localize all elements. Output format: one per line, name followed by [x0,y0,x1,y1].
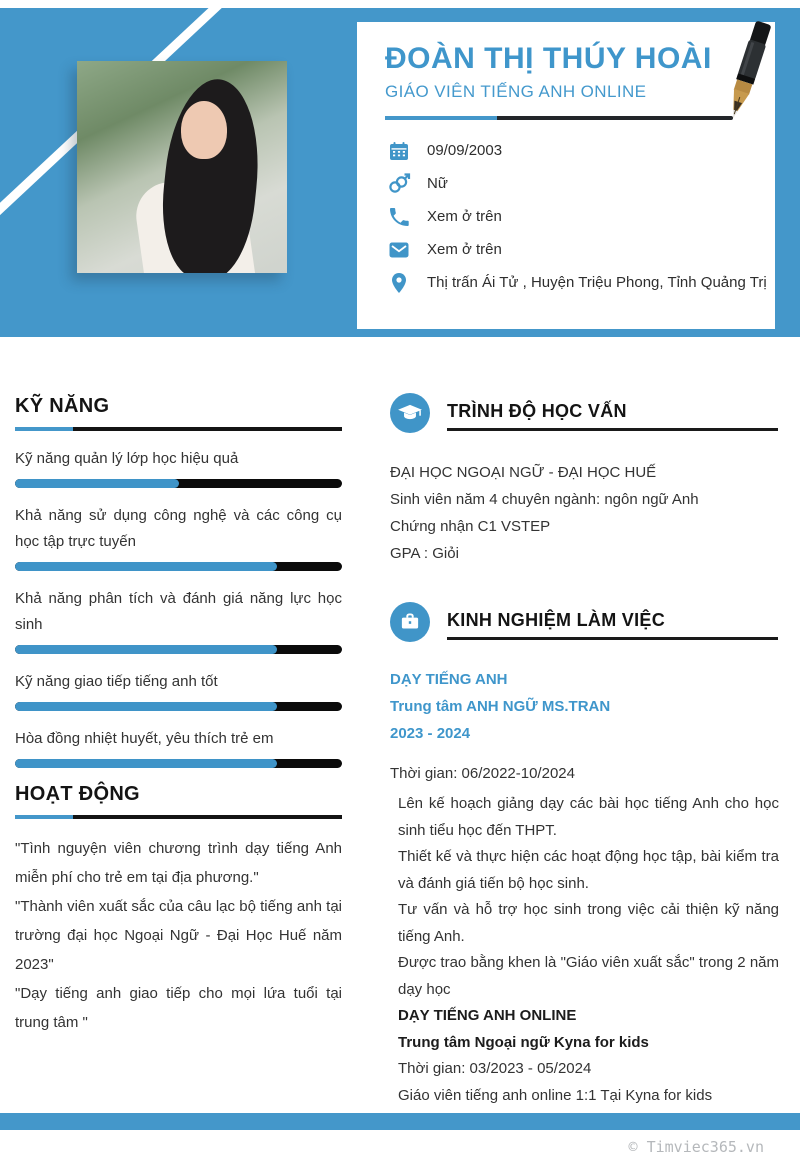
job1-years: 2023 - 2024 [390,725,471,742]
job1-brand [390,666,779,747]
skill-item [15,669,342,711]
job1-duty: Được trao bằng khen là "Giáo viên xuất sắc" trong 2 năm dạy học [398,954,779,998]
person-name: ĐOÀN THỊ THÚY HOÀI [385,42,712,75]
job2-title: DẠY TIẾNG ANH ONLINE [398,1007,577,1024]
activity-line: "Thành viên xuất sắc của câu lạc bộ tiếng anh tại trường đại học Ngoại Ngữ - Đại Học Huế năm 2023" [15,898,342,973]
experience-heading-rule [447,637,778,640]
skill-bar [15,759,342,768]
job1-duty: Lên kế hoạch giảng dạy các bài học tiếng Anh cho học sinh tiểu học đến THPT. [398,795,779,839]
activity-line: "Dạy tiếng anh giao tiếp cho mọi lứa tuổi tại trung tâm " [15,985,342,1031]
skill-label: Hòa đồng nhiệt huyết, yêu thích trẻ em [15,730,274,747]
contact-row-email [385,233,767,266]
skill-bar [15,645,342,654]
activities-section [15,783,342,1037]
gender-icon [387,172,411,196]
profile-photo [77,61,287,273]
footer-bar [0,1113,800,1130]
education-header [390,393,779,433]
skill-label: Kỹ năng giao tiếp tiếng anh tốt [15,673,218,690]
contact-row-phone [385,200,767,233]
header-rule-blue [385,116,497,120]
contact-row-address [385,266,767,299]
education-line: Sinh viên năm 4 chuyên ngành: ngôn ngữ Anh [390,491,699,508]
address-value: Thị trấn Ái Tử , Huyện Triệu Phong, Tỉnh Quảng Trị [427,274,767,291]
contact-row-birthday [385,134,767,167]
skill-item [15,503,342,571]
activities-text [15,834,342,1037]
watermark: © Timviec365.vn [628,1138,764,1156]
education-heading: TRÌNH ĐỘ HỌC VẤN [447,401,627,421]
briefcase-icon [390,602,430,642]
education-heading-rule [447,428,778,431]
skill-item [15,726,342,768]
contact-list [385,134,767,299]
job1-period: Thời gian: 06/2022-10/2024 [390,765,575,782]
job-duties [390,791,779,1109]
education-line: GPA : Giỏi [390,545,459,562]
job1-company: Trung tâm ANH NGỮ MS.TRAN [390,698,611,715]
education-details [390,459,779,567]
experience-heading: KINH NGHIỆM LÀM VIỆC [447,610,666,630]
activities-heading: HOẠT ĐỘNG [15,783,140,805]
skill-bar [15,562,342,571]
job2-duty: Giáo viên tiếng anh online 1:1 Tại Kyna for kids [398,1086,713,1104]
contact-row-gender [385,167,767,200]
skills-heading: KỸ NĂNG [15,395,110,417]
activities-heading-rule [15,815,342,819]
fountain-pen-icon [653,20,775,152]
skill-item [15,586,342,654]
calendar-icon [387,139,411,163]
skill-item [15,446,342,488]
job1-duty: Thiết kế và thực hiện các hoạt động học tập, bài kiểm tra và đánh giá tiến bộ học sinh. [398,848,779,892]
job2-period: Thời gian: 03/2023 - 05/2024 [398,1060,592,1077]
phone-value: Xem ở trên [427,208,502,225]
job1-title: DẠY TIẾNG ANH [390,671,508,688]
skill-bar [15,702,342,711]
birthday-value: 09/09/2003 [427,142,503,159]
phone-icon [387,205,411,229]
skill-label: Kỹ năng quản lý lớp học hiệu quả [15,450,239,467]
skill-label: Khả năng sử dụng công nghệ và các công cụ học tập trực tuyến [15,507,342,550]
job2-company: Trung tâm Ngoại ngữ Kyna for kids [398,1033,649,1051]
email-value: Xem ở trên [427,241,502,258]
skill-bar [15,479,342,488]
activity-line: "Tình nguyện viên chương trình dạy tiếng Anh miễn phí cho trẻ em tại địa phương." [15,840,342,886]
education-line: Chứng nhận C1 VSTEP [390,518,551,535]
mail-icon [387,238,411,262]
person-job-title: GIÁO VIÊN TIẾNG ANH ONLINE [385,82,647,101]
gender-value: Nữ [427,175,448,192]
job1-duty: Tư vấn và hỗ trợ học sinh trong việc cải thiện kỹ năng tiếng Anh. [398,901,779,945]
skill-label: Khả năng phân tích và đánh giá năng lực học sinh [15,590,342,633]
education-school: ĐẠI HỌC NGOẠI NGỮ - ĐẠI HỌC HUẾ [390,464,657,481]
graduation-cap-icon [390,393,430,433]
experience-header [390,602,779,642]
left-column [15,395,342,1037]
right-column [390,393,779,1109]
header-card [357,22,775,329]
location-icon [387,271,411,295]
skills-heading-rule [15,427,342,431]
photo-face-shape [181,101,227,159]
